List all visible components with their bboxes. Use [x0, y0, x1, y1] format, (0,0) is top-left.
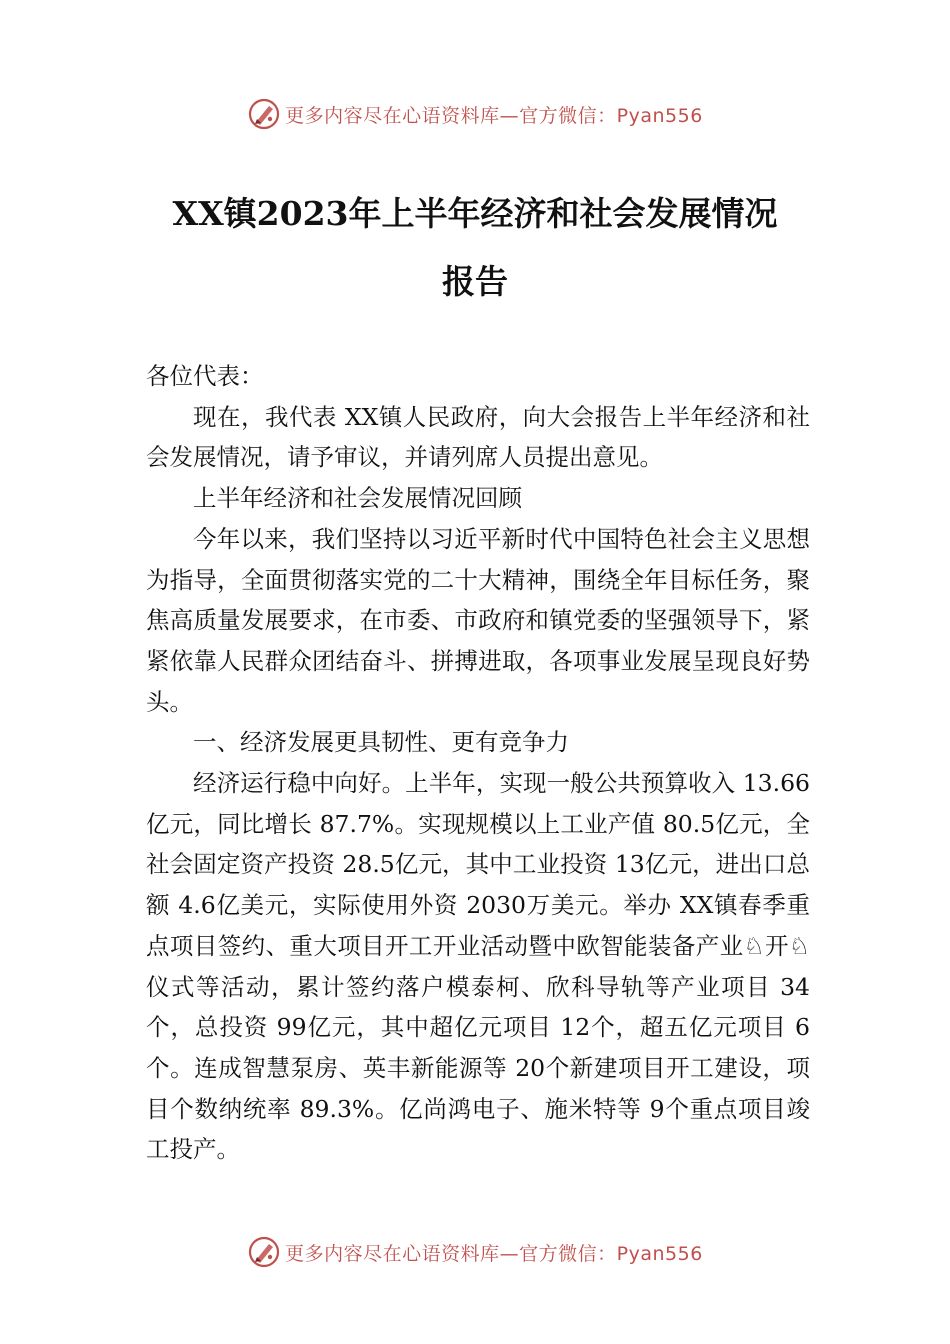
section-heading-review: 上半年经济和社会发展情况回顾	[193, 484, 522, 513]
overview-paragraph: 今年以来，我们坚持以习近平新时代中国特色社会主义思想为指导，全面贯彻落实党的二十大精神，围绕全年目标任务，聚焦高质量发展要求，在市委、市政府和镇党委的坚强领导下，紧紧依靠人民群众团结奋斗、拼搏进取，各项事业发展呈现良好势头。	[146, 524, 810, 716]
watermark-text-bottom: 更多内容尽在心语资料库—官方微信：Pyan556	[285, 1242, 703, 1265]
report-title-line-1: XX镇2023年上半年经济和社会发展情况	[172, 194, 778, 233]
watermark-banner-top	[0, 94, 950, 134]
watermark-text-top: 更多内容尽在心语资料库—官方微信：Pyan556	[285, 104, 703, 127]
report-body	[146, 356, 810, 1170]
opening-paragraph: 现在，我代表 XX镇人民政府，向大会报告上半年经济和社会发展情况，请予审议，并请列席人员提出意见。	[146, 402, 810, 472]
pen-seal-logo-icon	[247, 97, 281, 131]
section-heading-economy: 一、经济发展更具韧性、更有竞争力	[193, 728, 569, 757]
economy-paragraph: 经济运行稳中向好。上半年，实现一般公共预算收入 13.66亿元，同比增长 87.7%。实现规模以上工业产值 80.5亿元，全社会固定资产投资 28.5亿元，其中工业投资 13亿元，进出口总额 4.6亿美元，实际使用外资 2030万美元。举办 XX镇春季重点项目签约、重大项目开工开业活动暨中欧智能装备产业♘开♘仪式等活动，累计签约落户模泰柯、欣科导轨等产业项目 34个，总投资 99亿元，其中超亿元项目 12个，超五亿元项目 6个。连成智慧泵房、英丰新能源等 20个新建项目开工建设，项目个数纳统率 89.3%。亿尚鸿电子、施米特等 9个重点项目竣工投产。	[146, 769, 810, 1164]
report-title-line-2: 报告	[442, 262, 508, 301]
watermark-banner-bottom	[0, 1232, 950, 1272]
pen-seal-logo-icon	[247, 1235, 281, 1269]
salutation: 各位代表：	[146, 362, 264, 390]
